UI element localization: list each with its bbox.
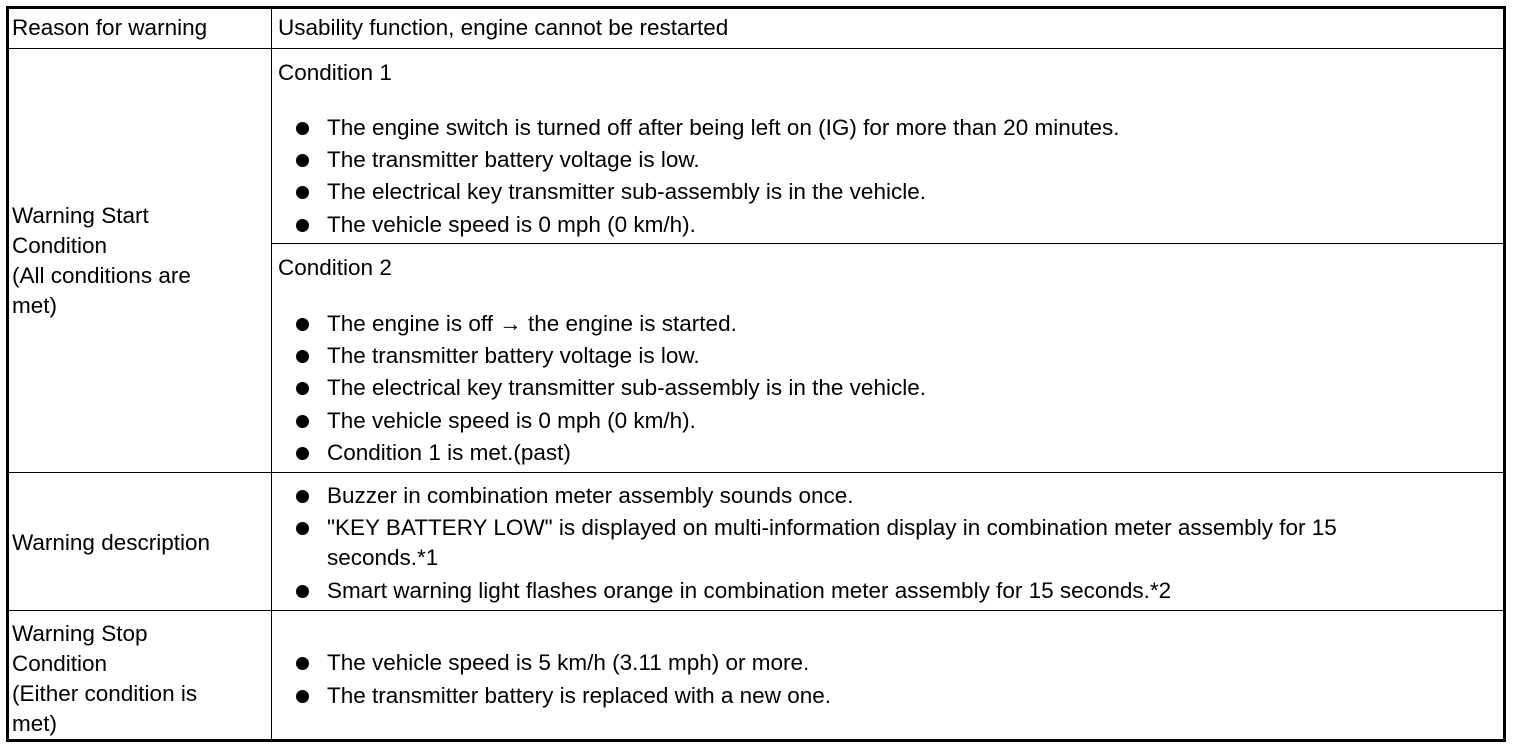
bullet-icon <box>296 382 309 395</box>
label-line: Condition <box>12 651 108 676</box>
list-item: Condition 1 is met.(past) <box>327 440 571 465</box>
list-item: The vehicle speed is 5 km/h (3.11 mph) or more. <box>327 650 810 675</box>
list-item: Buzzer in combination meter assembly sounds once. <box>327 483 854 508</box>
bullet-icon <box>296 154 309 167</box>
list-item: "KEY BATTERY LOW" is displayed on multi-information display in combination meter assembly for 15 <box>327 515 1337 540</box>
column-divider <box>271 9 272 739</box>
condition-divider <box>271 243 1503 244</box>
label-line: Warning Start <box>12 203 149 228</box>
reason-value: Usability function, engine cannot be restarted <box>278 15 729 40</box>
label-line: met) <box>12 293 57 318</box>
warning-start-label <box>12 201 191 321</box>
label-line: met) <box>12 711 57 736</box>
bullet-icon <box>296 186 309 199</box>
bullet-icon <box>296 490 309 503</box>
bullet-icon <box>296 585 309 598</box>
warning-stop-label <box>12 619 197 739</box>
label-line: Condition <box>12 233 108 258</box>
bullet-icon <box>296 415 309 428</box>
list-item: The transmitter battery voltage is low. <box>327 147 700 172</box>
bullet-icon <box>296 350 309 363</box>
warning-description-label: Warning description <box>12 530 211 555</box>
row-divider <box>9 472 1503 473</box>
label-line: (All conditions are <box>12 263 191 288</box>
bullet-icon <box>296 657 309 670</box>
reason-label: Reason for warning <box>12 15 208 40</box>
bullet-icon <box>296 122 309 135</box>
warning-condition-table <box>6 6 1506 742</box>
condition-1-title: Condition 1 <box>278 60 392 85</box>
row-divider <box>9 48 1503 49</box>
bullet-icon <box>296 219 309 232</box>
list-item-continuation: seconds.*1 <box>327 545 439 570</box>
list-item: The transmitter battery is replaced with a new one. <box>327 683 831 708</box>
row-divider <box>9 610 1503 611</box>
list-item: The electrical key transmitter sub-assembly is in the vehicle. <box>327 179 926 204</box>
bullet-icon <box>296 522 309 535</box>
list-item: The vehicle speed is 0 mph (0 km/h). <box>327 212 696 237</box>
bullet-icon <box>296 318 309 331</box>
list-item: The engine is off → the engine is started. <box>327 311 737 336</box>
label-line: Warning Stop <box>12 621 148 646</box>
list-item: Smart warning light flashes orange in combination meter assembly for 15 seconds.*2 <box>327 578 1172 603</box>
list-item: The electrical key transmitter sub-assembly is in the vehicle. <box>327 375 926 400</box>
list-item: The engine switch is turned off after being left on (IG) for more than 20 minutes. <box>327 115 1120 140</box>
list-item: The transmitter battery voltage is low. <box>327 343 700 368</box>
bullet-icon <box>296 447 309 460</box>
label-line: (Either condition is <box>12 681 198 706</box>
list-item: The vehicle speed is 0 mph (0 km/h). <box>327 408 696 433</box>
condition-2-title: Condition 2 <box>278 255 392 280</box>
bullet-icon <box>296 690 309 703</box>
